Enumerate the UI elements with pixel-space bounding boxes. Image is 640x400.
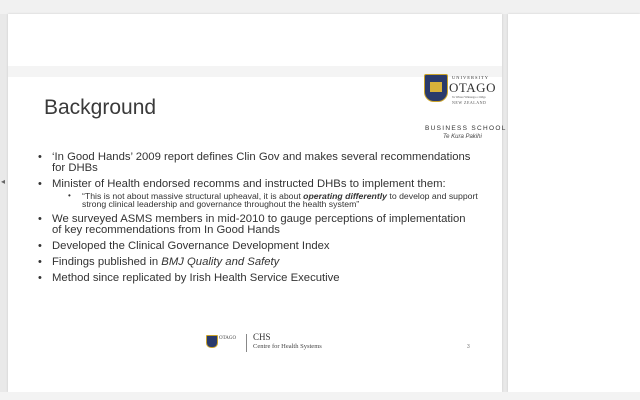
sub-bullet-item: • “This is not about massive structural upheaval, it is about operating differently to develop and support strong clinical leadership and governance throughout the health system” xyxy=(68,191,478,210)
bullet-list xyxy=(38,152,478,289)
bullet-item: • ‘In Good Hands’ 2009 report defines Clin Gov and makes several recommendations for DHBs xyxy=(38,151,471,174)
page-number: 3 xyxy=(467,344,470,350)
footer-chs-text: CHS xyxy=(253,332,271,342)
slide-current[interactable] xyxy=(8,14,507,392)
logo-school-maori-text: Te Kura Pakihi xyxy=(443,134,482,140)
footer-centre-text: Centre for Health Systems xyxy=(253,343,322,350)
otago-business-school-logo xyxy=(418,70,507,150)
sub-bullet-list xyxy=(52,192,478,209)
footer-logo xyxy=(206,333,336,355)
bullet-item: • Minister of Health endorsed recomms and instructed DHBs to implement them: • “This is not about massive structural upheaval, it is about operating differently to develop and support strong clinical leadership and governance throughout the health system” xyxy=(38,177,478,210)
logo-maori-text: Te Whare Wānanga o Otāgo xyxy=(452,95,486,99)
bullet-dot-icon: • xyxy=(38,239,42,252)
logo-country-text: NEW ZEALAND xyxy=(452,100,487,105)
bullet-item: • Findings published in BMJ Quality and Safety xyxy=(38,255,280,268)
bullet-dot-icon: • xyxy=(38,255,42,268)
bullet-dot-icon: • xyxy=(38,213,42,226)
logo-otago-text: OTAGO xyxy=(449,80,496,95)
scroll-left-arrow-icon[interactable]: ◂ xyxy=(0,177,5,186)
top-bar xyxy=(0,0,640,14)
bullet-dot-icon: • xyxy=(38,271,42,284)
logo-university-text: UNIVERSITY xyxy=(452,75,489,80)
slide-next-preview[interactable] xyxy=(508,14,640,392)
otago-crest-icon xyxy=(424,74,448,102)
bullet-dot-icon: • xyxy=(68,191,71,200)
bullet-dot-icon: • xyxy=(38,151,42,163)
bottom-bar xyxy=(0,392,640,400)
slide-title: Background xyxy=(44,96,157,119)
footer-divider xyxy=(246,334,247,352)
bullet-item: • Method since replicated by Irish Health Service Executive xyxy=(38,271,340,284)
logo-school-text: BUSINESS SCHOOL xyxy=(425,125,507,132)
bullet-dot-icon: • xyxy=(38,177,42,190)
footer-crest-icon xyxy=(206,335,218,348)
bullet-item: • We surveyed ASMS members in mid-2010 to gauge perceptions of implementation of key recommendations from In Good Hands xyxy=(38,213,466,236)
footer-otago-text: OTAGO xyxy=(219,336,237,341)
bullet-item: • Developed the Clinical Governance Development Index xyxy=(38,239,330,252)
